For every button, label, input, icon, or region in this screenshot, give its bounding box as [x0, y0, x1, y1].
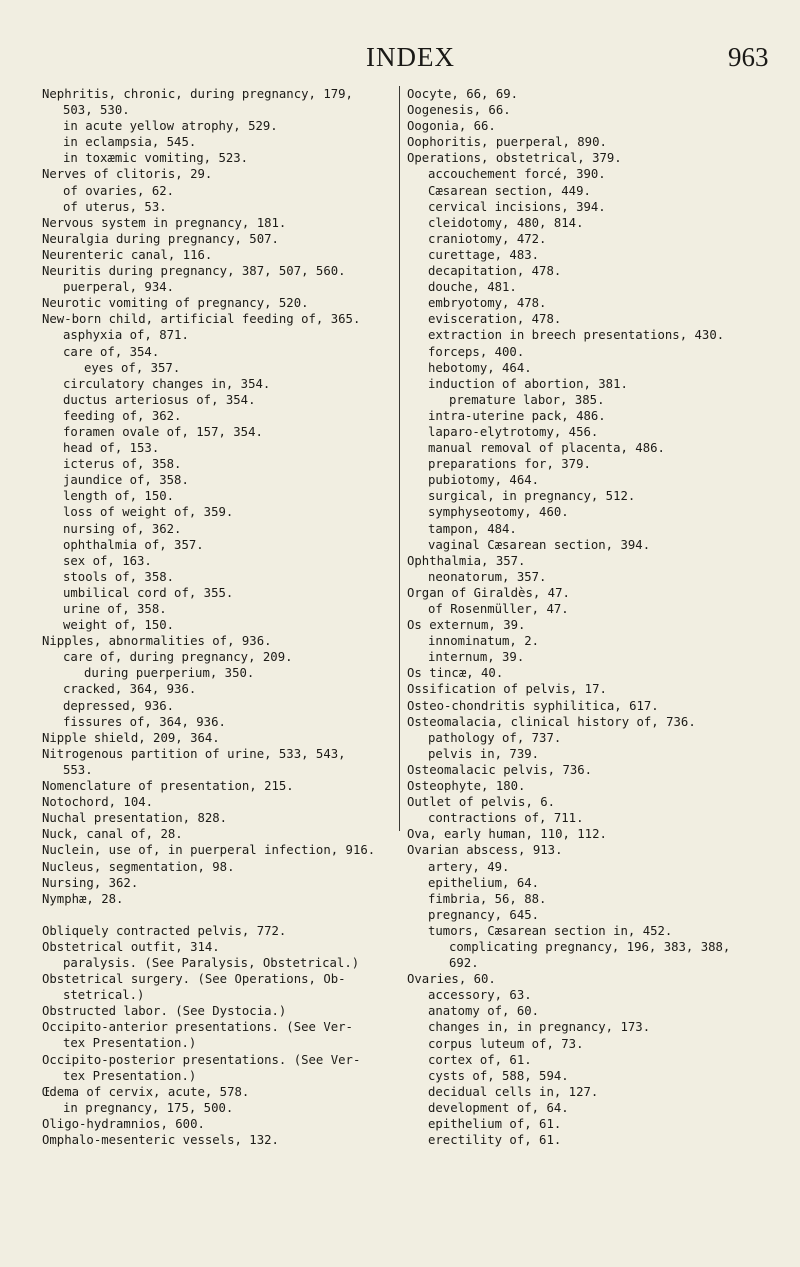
index-entry: Ovaries, 60.: [407, 972, 496, 987]
index-subentry: cleidotomy, 480, 814.: [428, 215, 584, 230]
index-subentry: cortex of, 61.: [428, 1052, 532, 1067]
index-subentry: preparations for, 379.: [428, 457, 591, 472]
index-subentry: care of, during pregnancy, 209.: [63, 650, 293, 665]
index-entry: Neuralgia during pregnancy, 507.: [42, 231, 279, 246]
index-column-right: [407, 86, 795, 1148]
index-subentry: cracked, 364, 936.: [63, 682, 197, 697]
index-entry: Os tincæ, 40.: [407, 666, 504, 681]
index-entry: Oogenesis, 66.: [407, 103, 511, 118]
index-entry: Nitrogenous partition of urine, 533, 543,: [42, 746, 346, 761]
index-subentry: tampon, 484.: [428, 521, 517, 536]
index-subentry: complicating pregnancy, 196, 383, 388,: [449, 939, 731, 954]
index-entry: Obstetrical outfit, 314.: [42, 939, 220, 954]
index-subentry: laparo-elytrotomy, 456.: [428, 424, 599, 439]
index-subentry: evisceration, 478.: [428, 312, 562, 327]
index-subentry: decapitation, 478.: [428, 264, 562, 279]
index-subentry: epithelium of, 61.: [428, 1117, 562, 1131]
index-entry: Nerves of clitoris, 29.: [42, 167, 213, 182]
index-subentry: vaginal Cæsarean section, 394.: [428, 537, 651, 552]
index-entry: Nymphæ, 28.: [42, 891, 124, 906]
index-subentry: ductus arteriosus of, 354.: [63, 392, 256, 407]
index-subentry: nursing of, 362.: [63, 521, 182, 536]
index-subentry: artery, 49.: [428, 859, 510, 874]
index-subentry: cervical incisions, 394.: [428, 199, 606, 214]
index-subentry: embryotomy, 478.: [428, 296, 547, 311]
index-entry: Nuchal presentation, 828.: [42, 811, 228, 826]
index-entry: Ovarian abscess, 913.: [407, 843, 563, 858]
index-subentry: extraction in breech presentations, 430.: [428, 328, 725, 343]
index-subentry: 553.: [63, 762, 93, 777]
index-subentry: accouchement forcé, 390.: [428, 167, 606, 182]
index-entry: Nomenclature of presentation, 215.: [42, 779, 294, 794]
index-entry: Neurenteric canal, 116.: [42, 247, 213, 262]
index-entry: Nipple shield, 209, 364.: [42, 730, 220, 745]
index-subentry: development of, 64.: [428, 1100, 569, 1115]
index-subentry: innominatum, 2.: [428, 634, 540, 649]
index-entry: Oocyte, 66, 69.: [407, 87, 519, 101]
index-subentry: surgical, in pregnancy, 512.: [428, 489, 636, 504]
index-entry: Œdema of cervix, acute, 578.: [42, 1084, 250, 1099]
index-subentry: corpus luteum of, 73.: [428, 1036, 584, 1051]
index-subentry: pregnancy, 645.: [428, 907, 540, 922]
index-entry: Oophoritis, puerperal, 890.: [407, 135, 607, 150]
index-subentry: anatomy of, 60.: [428, 1004, 540, 1019]
index-subentry: foramen ovale of, 157, 354.: [63, 424, 263, 439]
index-entry: Os externum, 39.: [407, 618, 526, 633]
index-subentry: of Rosenmüller, 47.: [428, 602, 569, 616]
index-subentry: head of, 153.: [63, 441, 160, 456]
index-subentry: manual removal of placenta, 486.: [428, 441, 665, 456]
index-subentry: circulatory changes in, 354.: [63, 376, 271, 391]
index-entry: Operations, obstetrical, 379.: [407, 151, 622, 166]
index-entry: Nephritis, chronic, during pregnancy, 179,: [42, 87, 353, 101]
index-entry: Nucleus, segmentation, 98.: [42, 859, 235, 874]
index-subentry: in pregnancy, 175, 500.: [63, 1100, 234, 1115]
index-subentry: during puerperium, 350.: [84, 666, 255, 681]
index-subentry: stetrical.): [63, 988, 145, 1003]
index-subentry: jaundice of, 358.: [63, 473, 189, 488]
index-entry: Osteomalacia, clinical history of, 736.: [407, 714, 696, 729]
index-entry: Ophthalmia, 357.: [407, 553, 526, 568]
index-subentry: in eclampsia, 545.: [63, 135, 197, 150]
index-subentry: accessory, 63.: [428, 988, 532, 1003]
index-subentry: length of, 150.: [63, 489, 175, 504]
index-entry: Neurotic vomiting of pregnancy, 520.: [42, 296, 309, 311]
index-subentry: paralysis. (See Paralysis, Obstetrical.): [63, 955, 360, 970]
index-entry: Nuck, canal of, 28.: [42, 827, 183, 842]
index-subentry: premature labor, 385.: [449, 392, 605, 407]
page-number: 963: [728, 42, 769, 72]
index-entry: Nipples, abnormalities of, 936.: [42, 634, 272, 649]
index-entry: Outlet of pelvis, 6.: [407, 795, 556, 810]
index-entry: Obstetrical surgery. (See Operations, Ob-: [42, 972, 346, 987]
index-subentry: care of, 354.: [63, 344, 160, 359]
page-title: INDEX: [366, 42, 455, 72]
index-subentry: feeding of, 362.: [63, 408, 182, 423]
index-subentry: pubiotomy, 464.: [428, 473, 540, 488]
index-subentry: neonatorum, 357.: [428, 569, 547, 584]
index-subentry: in toxæmic vomiting, 523.: [63, 151, 249, 166]
index-entry: Osteophyte, 180.: [407, 779, 526, 794]
index-subentry: pelvis in, 739.: [428, 746, 540, 761]
index-subentry: eyes of, 357.: [84, 360, 181, 375]
index-entry: Ossification of pelvis, 17.: [407, 682, 607, 697]
index-subentry: hebotomy, 464.: [428, 360, 532, 375]
index-subentry: urine of, 358.: [63, 602, 167, 616]
index-subentry: of ovaries, 62.: [63, 183, 175, 198]
index-subentry: puerperal, 934.: [63, 280, 175, 295]
index-entry: Oogonia, 66.: [407, 119, 496, 134]
index-subentry: stools of, 358.: [63, 569, 175, 584]
index-subentry: pathology of, 737.: [428, 730, 562, 745]
index-entry: Osteomalacic pelvis, 736.: [407, 762, 593, 777]
index-column-left: [42, 86, 395, 1148]
index-entry: Omphalo-mesenteric vessels, 132.: [42, 1133, 279, 1147]
index-subentry: 503, 530.: [63, 103, 130, 118]
index-entry: Oligo-hydramnios, 600.: [42, 1116, 205, 1131]
index-entry: New-born child, artificial feeding of, 365.: [42, 312, 361, 327]
index-subentry: erectility of, 61.: [428, 1133, 562, 1148]
index-subentry: forceps, 400.: [428, 344, 525, 359]
index-subentry: icterus of, 358.: [63, 457, 182, 472]
index-subentry: decidual cells in, 127.: [428, 1084, 599, 1099]
index-entry: Neuritis during pregnancy, 387, 507, 560.: [42, 264, 346, 279]
index-subentry: weight of, 150.: [63, 618, 175, 633]
index-entry: Nuclein, use of, in puerperal infection, 916.: [42, 843, 376, 858]
index-entry: Obstructed labor. (See Dystocia.): [42, 1004, 287, 1019]
index-subentry: induction of abortion, 381.: [428, 376, 628, 391]
index-subentry: contractions of, 711.: [428, 811, 584, 826]
index-subentry: 692.: [449, 956, 479, 971]
index-entry: Obliquely contracted pelvis, 772.: [42, 923, 287, 938]
index-subentry: tex Presentation.): [63, 1036, 197, 1051]
index-subentry: symphyseotomy, 460.: [428, 505, 569, 520]
index-subentry: douche, 481.: [428, 280, 517, 295]
index-subentry: of uterus, 53.: [63, 199, 167, 214]
index-subentry: fimbria, 56, 88.: [428, 891, 547, 906]
index-subentry: intra-uterine pack, 486.: [428, 408, 606, 423]
index-subentry: cysts of, 588, 594.: [428, 1068, 569, 1083]
index-subentry: sex of, 163.: [63, 553, 152, 568]
section-gap: [42, 907, 395, 923]
index-subentry: curettage, 483.: [428, 247, 540, 262]
index-entry: Occipito-posterior presentations. (See Ver-: [42, 1052, 361, 1067]
index-subentry: umbilical cord of, 355.: [63, 585, 234, 600]
index-subentry: ophthalmia of, 357.: [63, 537, 204, 552]
index-subentry: asphyxia of, 871.: [63, 328, 189, 343]
page-header: [0, 42, 800, 82]
index-subentry: tex Presentation.): [63, 1068, 197, 1083]
index-entry: Occipito-anterior presentations. (See Ver-: [42, 1020, 353, 1035]
index-subentry: depressed, 936.: [63, 698, 175, 713]
index-entry: Notochord, 104.: [42, 795, 154, 810]
index-subentry: Cæsarean section, 449.: [428, 183, 591, 198]
index-subentry: tumors, Cæsarean section in, 452.: [428, 923, 673, 938]
index-entry: Organ of Giraldès, 47.: [407, 585, 570, 600]
index-entry: Ova, early human, 110, 112.: [407, 827, 607, 842]
index-subentry: craniotomy, 472.: [428, 231, 547, 246]
index-entry: Nervous system in pregnancy, 181.: [42, 215, 287, 230]
index-entry: Osteo-chondritis syphilitica, 617.: [407, 698, 659, 713]
index-subentry: in acute yellow atrophy, 529.: [63, 119, 278, 134]
index-subentry: internum, 39.: [428, 650, 525, 665]
index-subentry: fissures of, 364, 936.: [63, 714, 226, 729]
index-subentry: loss of weight of, 359.: [63, 505, 234, 520]
index-subentry: changes in, in pregnancy, 173.: [428, 1020, 651, 1035]
column-divider: [399, 86, 400, 831]
index-subentry: epithelium, 64.: [428, 875, 540, 890]
index-entry: Nursing, 362.: [42, 875, 139, 890]
